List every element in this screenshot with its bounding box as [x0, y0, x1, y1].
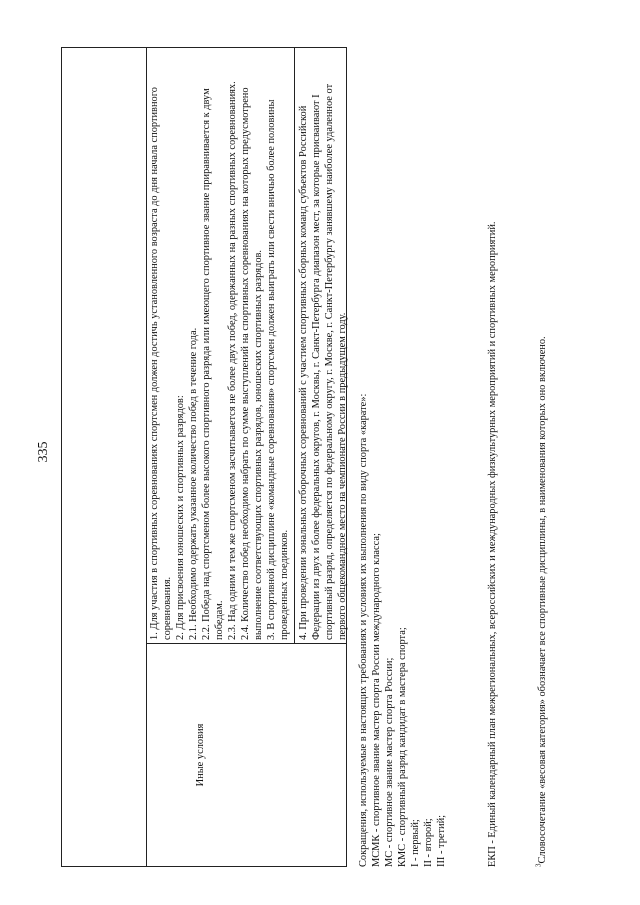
ekp-note: ЕКП - Единый календарный план межрегиональных, всероссийских и международных физкультурных мероприятий и спортивных мероприятий. [487, 221, 498, 867]
conditions-cell-2 [297, 55, 349, 640]
condition-item: 4. При проведении зональных отборочных соревнований с участием спортивных сборных команд субъектов Российской Федерации из двух и более федеральных округов, г. Москвы, г. Санкт-Петербурга диапазон мест, за которые присваивают I спортивный разряд, определяется по федеральному округу, г. Москве, г. Санкт-Петербургу занявшему наиболее удаленное от первого общекомандное место на чемпионате России в предыдущем году. [298, 83, 348, 640]
abbreviation-item: МСМК - спортивное звание мастер спорта России международного класса; [371, 533, 382, 867]
condition-item: 1. Для участия в спортивных соревнованиях спортсмен должен достичь установленного возраста до дня начала спортивного соревнования. [149, 87, 173, 640]
conditions-table [61, 47, 347, 867]
footnote-text: Словосочетание «весовая категория» обозначает все спортивные дисциплины, в наименования которых оно включено. [537, 336, 548, 864]
condition-item: 2.2. Победа над спортсменом более высокого спортивного разряда или имеющего спортивное звание приравнивается к двум победам. [201, 88, 225, 640]
condition-item: 2.1. Необходимо одержать указанное количество побед в течение года. [188, 327, 199, 640]
table-column-divider [146, 643, 346, 644]
abbreviation-item: II - второй; [423, 818, 434, 867]
abbreviations-block [357, 47, 448, 867]
table-row-divider [146, 48, 147, 866]
abbreviation-item: III - третий; [436, 814, 447, 867]
footnote-marker: 3 [534, 863, 543, 867]
condition-item: 2.4. Количество побед необходимо набрать по сумме выступлений на спортивных соревнованиях на которых предусмотрено выполнение соответствующих спортивных разрядов, юношеских спортивных разрядов. [240, 87, 264, 640]
condition-item: 2.3. Над одним и тем же спортсменом засчитывается не более двух побед, одержанных на разных спортивных соревнованиях. [227, 81, 238, 640]
abbreviation-item: I - первый; [410, 819, 421, 867]
abbreviation-item: КМС - спортивный разряд кандидат в мастера спорта; [397, 627, 408, 867]
abbreviation-item: МС - спортивное звание мастер спорта России; [384, 657, 395, 867]
abbreviations-intro: Сокращения, используемые в настоящих требованиях и условиях их выполнения по виду спорта «карате»: [358, 393, 369, 867]
condition-item: 3. В спортивной дисциплине «командные соревнования» спортсмен должен выиграть или свести вничью более половины проведенных поединков. [266, 99, 290, 640]
table-cell-divider [294, 48, 295, 644]
conditions-cell-1 [148, 55, 291, 640]
row-label-other-conditions: Иные условия [195, 723, 206, 787]
condition-item: 2. Для присвоения юношеских и спортивных разрядов: [175, 395, 186, 640]
footnote [536, 47, 549, 867]
page-number: 335 [36, 441, 51, 463]
